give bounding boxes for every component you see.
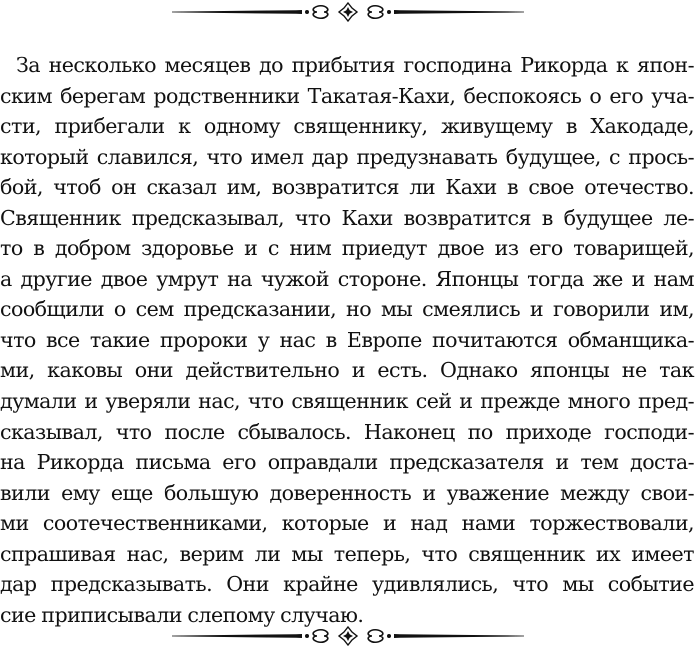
text-line: бой, чтоб он сказал им, возвратится ли Кахи в свое отечество. (0, 175, 694, 200)
text-line: Священник предсказывал, что Кахи возвратится в будущее ле- (0, 205, 694, 230)
text-line: сказывал, что после сбывалось. Наконец по приходе господи- (0, 419, 694, 444)
text-line: который славился, что имел дар предузнавать будущее, с прось- (0, 144, 694, 169)
fleuron-divider-icon (172, 2, 524, 22)
text-line: сти, прибегали к одному священнику, живущему в Хакодаде, (0, 114, 694, 139)
text-line: сие приписывали слепому случаю. (0, 602, 364, 627)
text-line: ми соотечественниками, которые и над нами торжествовали, (0, 511, 694, 536)
text-line: За несколько месяцев до прибытия господина Рикорда к япон- (16, 53, 694, 77)
text-line: вили ему еще большую доверенность и уважение между свои- (0, 480, 694, 505)
text-line: а другие двое умрут на чужой стороне. Японцы тогда же и нам (0, 266, 694, 291)
text-line: думали и уверяли нас, что священник сей и прежде много пред- (0, 389, 694, 414)
fleuron-divider-icon (172, 626, 524, 646)
text-line: сообщили о сем предсказании, но мы смеялись и говорили им, (0, 297, 694, 322)
bottom-ornament-divider (172, 626, 524, 646)
text-line: то в добром здоровье и с ним приедут двое из его товарищей, (0, 236, 694, 261)
body-paragraph (0, 50, 694, 630)
top-ornament-divider (172, 2, 524, 22)
text-line: ским берегам родственники Такатая-Кахи, беспокоясь о его уча- (0, 83, 694, 108)
text-line: что все такие пророки у нас в Европе почитаются обманщика- (0, 327, 694, 352)
text-line: дар предсказывать. Они крайне удивлялись, что мы событие (0, 572, 694, 597)
text-line: на Рикорда письма его оправдали предсказателя и тем доста- (0, 450, 694, 475)
text-line: ми, каковы они действительно и есть. Однако японцы не так (0, 358, 694, 383)
text-line: спрашивая нас, верим ли мы теперь, что священник их имеет (0, 541, 694, 566)
